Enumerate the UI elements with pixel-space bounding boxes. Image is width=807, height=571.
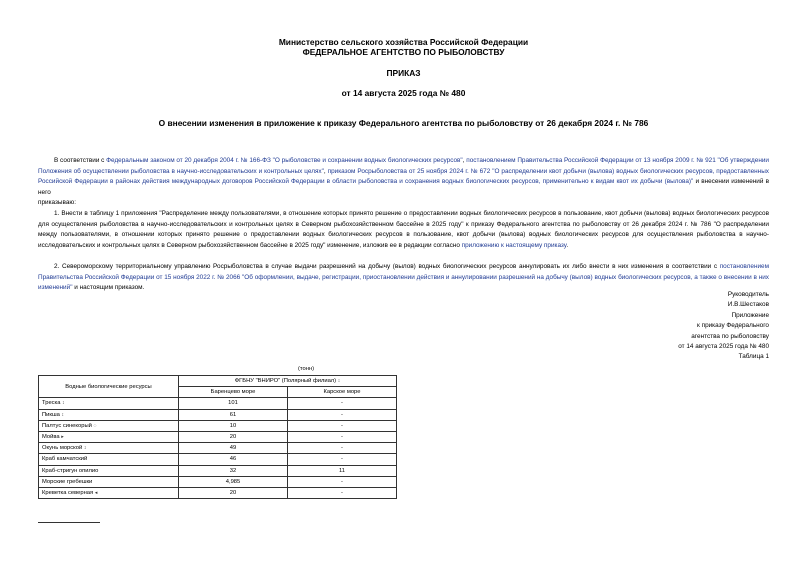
appendix-date: от 14 августа 2025 года № 480: [678, 343, 769, 351]
footnote-divider: [38, 522, 100, 523]
table-unit: (тонн): [298, 366, 315, 372]
col-barents-header: Баренцево море: [179, 387, 288, 398]
row-kara-value: -: [288, 476, 397, 487]
row-resource-name: Окунь морской: [42, 445, 83, 452]
row-resource-name: Пикша: [42, 411, 60, 418]
note-marker-icon[interactable]: ◌: [93, 422, 97, 429]
preamble-text: ,: [323, 167, 328, 175]
col-resource-header: Водные биологические ресурсы: [39, 376, 179, 398]
quota-table: [38, 375, 397, 499]
preamble-text: и внесении изменений в него: [38, 178, 769, 196]
signature-role: Руководитель: [727, 291, 769, 298]
row-barents-value: 46: [179, 454, 288, 465]
row-resource-cell: [39, 398, 179, 409]
row-resource-name: Морские гребешки: [39, 476, 179, 487]
doc-title: О внесении изменения в приложение к приказу Федерального агентства по рыболовству от 26 декабря 2024 г. № 786: [158, 118, 649, 128]
row-resource-cell: [39, 487, 179, 498]
table-row: [39, 487, 397, 498]
appendix-label: Приложение: [731, 311, 769, 319]
col-org-label: ФГБНУ "ВНИРО" (Полярный филиал): [234, 378, 337, 385]
item-1-text: 1. Внести в таблицу 1 приложения "Распределение между пользователями, в отношение которых принято решение о предоставлении водных биологических ресурсов в пользование, квот добычи (вылова) водных биологических ресурсов для осуществления рыболовства в научно-исследовательских и контрольных целях в Северном рыбохозяйственном бассейне в 2025 году" к приказу Федерального агентства по рыболовству от 26 декабря 2024 г. № 786 "О распределении между пользователями, в отношении которых принято решение о предоставлении водных биологических ресурсов в пользование, квот добычи (вылова) водных биологических ресурсов для осуществления рыболовства в научно-исследовательских и контрольных целях в Северном рыбохозяйственном бассейне в 2025 году" изменение, изложив ее в редакции согласно: [38, 210, 769, 249]
table-row: [39, 431, 397, 442]
doc-type: ПРИКАЗ: [386, 68, 421, 78]
appendix-line: агентства по рыболовству: [691, 332, 769, 340]
item-1-text: .: [566, 241, 569, 249]
table-row: [39, 454, 397, 465]
row-kara-value: -: [288, 487, 397, 498]
ministry-name: Министерство сельского хозяйства Российской Федерации: [278, 37, 529, 47]
row-resource-name: Мойва: [42, 434, 60, 441]
col-org-header: [179, 376, 397, 387]
note-marker-icon[interactable]: ◂: [94, 489, 98, 496]
row-barents-value: 10: [179, 420, 288, 431]
link-appendix[interactable]: приложению к настоящему приказу: [461, 241, 567, 249]
preamble-text: ,: [462, 157, 467, 164]
row-resource-name: Краб-стригун опилио: [39, 465, 179, 476]
preamble-text: В соответствии с: [54, 157, 107, 164]
signature-block: [678, 290, 769, 363]
row-resource-name: Палтус синекорый: [42, 422, 92, 429]
table-row: [39, 398, 397, 409]
table-row: [39, 420, 397, 431]
link-rosrybolovstvo-order[interactable]: приказом Росрыболовства от 25 ноября 2024 г. № 672 "О распределении квот добычи (вылова) водных биологических ресурсов, предоставленных Российской Федерации в районах действия международных договоров Российской Федерации в области рыболовства и сохранения водных биологических ресурсов, применительно к видам квот их добычи (вылова)": [38, 167, 770, 185]
note-marker-icon[interactable]: ▸: [61, 434, 64, 441]
table-row: [39, 476, 397, 487]
preamble: [38, 156, 769, 209]
row-barents-value: 20: [179, 487, 288, 498]
row-resource-name: Треска: [42, 400, 61, 407]
item-1: [38, 209, 769, 251]
col-kara-header: Карское море: [288, 387, 397, 398]
row-kara-value: -: [288, 431, 397, 442]
row-kara-value: -: [288, 443, 397, 454]
row-kara-value: 11: [288, 465, 397, 476]
note-marker-icon[interactable]: ↕: [61, 411, 64, 418]
row-barents-value: 32: [179, 465, 288, 476]
link-federal-law[interactable]: Федеральным законом от 20 декабря 2004 г. № 166-ФЗ "О рыболовстве и сохранении водных биологических ресурсов": [106, 157, 463, 164]
row-barents-value: 4,985: [179, 476, 288, 487]
appendix-line: к приказу Федерального: [697, 322, 769, 330]
table-row: [39, 465, 397, 476]
table-number: Таблица 1: [738, 353, 769, 361]
item-2-text: и настоящим приказом.: [72, 284, 145, 291]
row-barents-value: 101: [179, 398, 288, 409]
row-barents-value: 61: [179, 409, 288, 420]
row-barents-value: 49: [179, 443, 288, 454]
link-decree-2066[interactable]: постановлением Правительства Российской Федерации от 15 ноября 2022 г. № 2066 "Об оформлении, выдаче, регистрации, приостановлении действия и аннулировании разрешений на добычу (вылов) водных биологических ресурсов, а также о внесении в них изменений": [38, 263, 769, 291]
row-resource-cell: [39, 409, 179, 420]
table-row: [39, 409, 397, 420]
row-resource-name: Краб камчатский: [39, 454, 179, 465]
row-kara-value: -: [288, 409, 397, 420]
row-barents-value: 20: [179, 431, 288, 442]
order-word: приказываю:: [38, 199, 76, 206]
agency-name: ФЕДЕРАЛЬНОЕ АГЕНТСТВО ПО РЫБОЛОВСТВУ: [302, 47, 505, 57]
row-resource-cell: [39, 420, 179, 431]
note-marker-icon[interactable]: ↕: [62, 400, 65, 407]
signature-name: И.В.Шестаков: [727, 301, 769, 309]
row-resource-cell: [39, 431, 179, 442]
item-2: [38, 262, 769, 294]
row-kara-value: -: [288, 398, 397, 409]
note-marker-icon[interactable]: ↕: [337, 378, 341, 385]
doc-date: от 14 августа 2025 года № 480: [341, 88, 466, 98]
note-marker-icon[interactable]: ↕: [83, 445, 87, 452]
row-resource-name: Креветка северная: [42, 489, 94, 496]
row-kara-value: -: [288, 454, 397, 465]
link-government-decree[interactable]: постановлением Правительства Российской Федерации от 13 ноября 2009 г. № 921 "Об утверждении Положения об осуществлении рыболовства в научно-исследовательских и контрольных целях": [38, 157, 770, 175]
row-resource-cell: [39, 443, 179, 454]
item-2-text: 2. Североморскому территориальному управлению Росрыболовства в случае выдачи разрешений на добычу (вылов) водных биологических ресурсов аннулировать их либо внести в них изменения в соответствии с: [54, 263, 720, 270]
table-row: [39, 443, 397, 454]
row-kara-value: -: [288, 420, 397, 431]
